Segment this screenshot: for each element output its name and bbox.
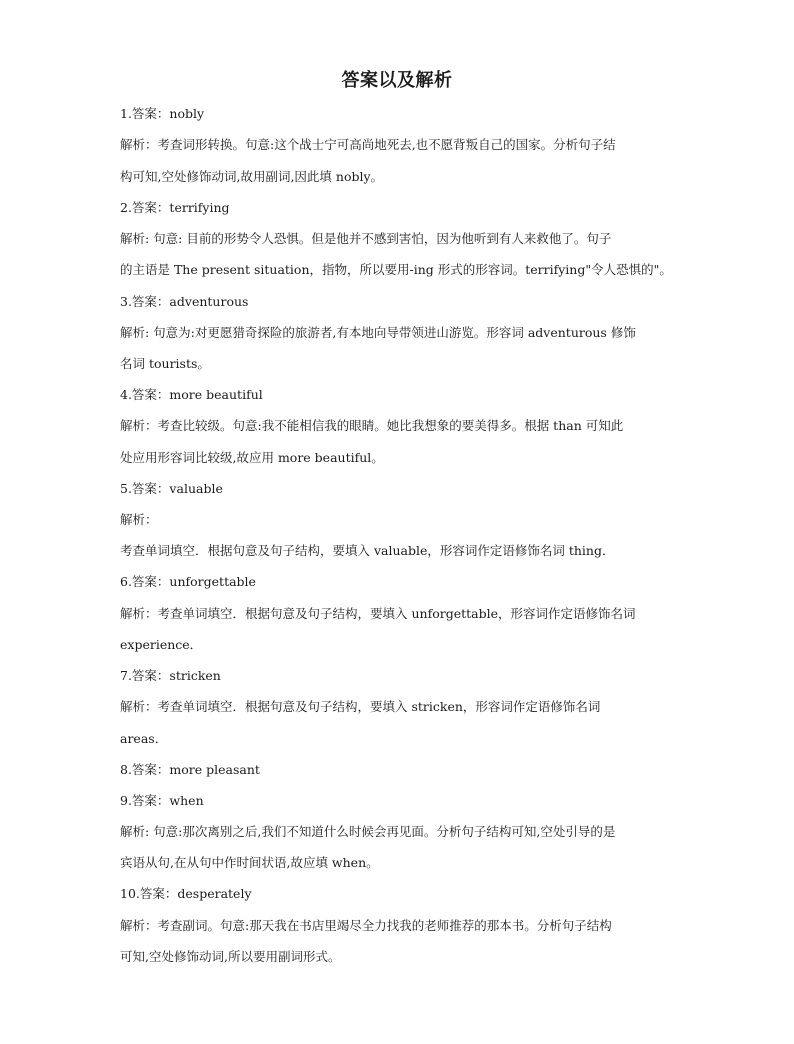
answer-9: 9.答案：when — [120, 793, 204, 808]
answer-6: 6.答案：unforgettable — [120, 574, 256, 589]
answer-7: 7.答案：stricken — [120, 668, 221, 683]
analysis-2-line-1: 解析: 句意: 目前的形势令人恐惧。但是他并不感到害怕，因为他听到有人来救他了。句子 — [120, 231, 612, 246]
analysis-3-line-2: 名词 tourists。 — [120, 356, 210, 371]
answer-2: 2.答案：terrifying — [120, 200, 230, 215]
analysis-4-line-2: 处应用形容词比较级,故应用 more beautiful。 — [120, 450, 384, 465]
answer-8: 8.答案：more pleasant — [120, 762, 260, 777]
page-title: 答案以及解析 — [341, 70, 453, 91]
analysis-2-line-2: 的主语是 The present situation，指物，所以要用-ing 形式的形容词。terrifying"令人恐惧的"。 — [120, 262, 672, 277]
analysis-5-line-1: 考查单词填空．根据句意及句子结构，要填入 valuable，形容词作定语修饰名词 thing． — [120, 543, 615, 558]
analysis-7-line-1: 解析：考查单词填空．根据句意及句子结构，要填入 stricken，形容词作定语修饰名词 — [120, 699, 601, 714]
analysis-10-line-2: 可知,空处修饰动词,所以要用副词形式。 — [120, 949, 341, 964]
analysis-3-line-1: 解析: 句意为:对更愿猎奇探险的旅游者,有本地向导带领进山游览。形容词 adventurous 修饰 — [120, 325, 636, 340]
answer-1: 1.答案：nobly — [120, 106, 205, 121]
analysis-1-line-1: 解析：考查词形转换。句意:这个战士宁可高尚地死去,也不愿背叛自己的国家。分析句子结 — [120, 137, 616, 152]
answer-3: 3.答案：adventurous — [120, 294, 249, 309]
answer-5: 5.答案：valuable — [120, 481, 223, 496]
analysis-6-line-2: experience． — [120, 637, 203, 652]
analysis-1-line-2: 构可知,空处修饰动词,故用副词,因此填 nobly。 — [120, 169, 384, 184]
answer-10: 10.答案：desperately — [120, 886, 252, 901]
analysis-5-label: 解析： — [120, 512, 158, 527]
analysis-10-line-1: 解析：考查副词。句意:那天我在书店里竭尽全力找我的老师推荐的那本书。分析句子结构 — [120, 918, 612, 933]
analysis-6-line-1: 解析：考查单词填空．根据句意及句子结构，要填入 unforgettable，形容词作定语修饰名词 — [120, 606, 636, 621]
analysis-9-line-1: 解析: 句意:那次离别之后,我们不知道什么时候会再见面。分析句子结构可知,空处引导的是 — [120, 824, 616, 839]
answer-4: 4.答案：more beautiful — [120, 387, 263, 402]
analysis-9-line-2: 宾语从句,在从句中作时间状语,故应填 when。 — [120, 855, 379, 870]
analysis-7-line-2: areas． — [120, 731, 168, 746]
analysis-4-line-1: 解析：考查比较级。句意:我不能相信我的眼睛。她比我想象的要美得多。根据 than 可知此 — [120, 418, 624, 433]
